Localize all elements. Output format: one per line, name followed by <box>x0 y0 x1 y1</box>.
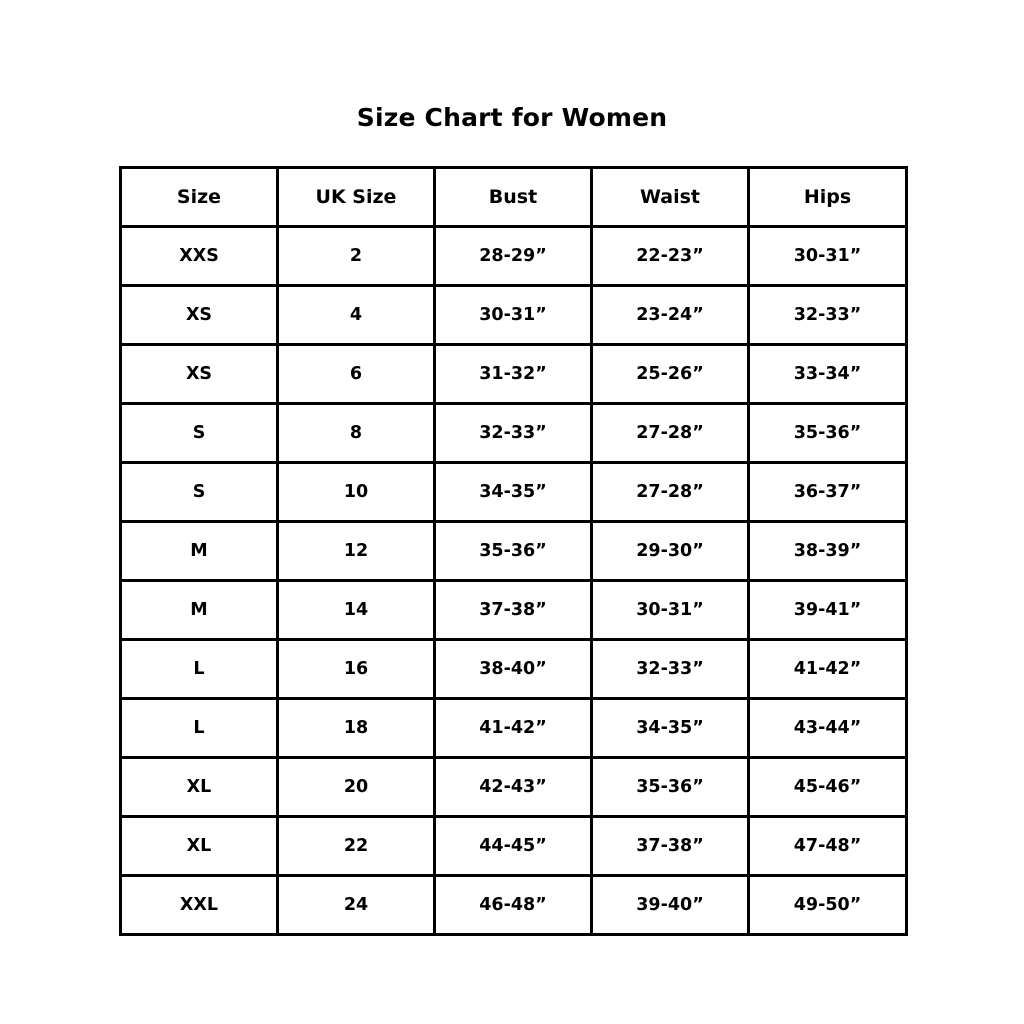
cell-waist: 23-24” <box>592 286 749 345</box>
page-title: Size Chart for Women <box>356 103 668 132</box>
cell-uk-size: 20 <box>278 758 435 817</box>
cell-bust: 42-43” <box>435 758 592 817</box>
cell-size: XXS <box>121 227 278 286</box>
cell-size: L <box>121 699 278 758</box>
cell-uk-size: 12 <box>278 522 435 581</box>
cell-waist: 32-33” <box>592 640 749 699</box>
cell-uk-size: 10 <box>278 463 435 522</box>
cell-bust: 37-38” <box>435 581 592 640</box>
table-row <box>121 876 907 935</box>
cell-uk-size: 6 <box>278 345 435 404</box>
cell-hips: 49-50” <box>749 876 907 935</box>
cell-bust: 31-32” <box>435 345 592 404</box>
column-header-uk-size: UK Size <box>278 168 435 227</box>
cell-waist: 29-30” <box>592 522 749 581</box>
table-row <box>121 699 907 758</box>
cell-size: XS <box>121 345 278 404</box>
table-row <box>121 227 907 286</box>
cell-size: S <box>121 404 278 463</box>
cell-waist: 39-40” <box>592 876 749 935</box>
cell-bust: 30-31” <box>435 286 592 345</box>
cell-waist: 27-28” <box>592 463 749 522</box>
column-header-waist: Waist <box>592 168 749 227</box>
column-header-size: Size <box>121 168 278 227</box>
cell-uk-size: 22 <box>278 817 435 876</box>
cell-size: XL <box>121 817 278 876</box>
table-row <box>121 345 907 404</box>
cell-waist: 30-31” <box>592 581 749 640</box>
cell-hips: 36-37” <box>749 463 907 522</box>
cell-bust: 38-40” <box>435 640 592 699</box>
cell-hips: 33-34” <box>749 345 907 404</box>
cell-size: S <box>121 463 278 522</box>
cell-waist: 35-36” <box>592 758 749 817</box>
cell-hips: 41-42” <box>749 640 907 699</box>
cell-hips: 30-31” <box>749 227 907 286</box>
cell-bust: 34-35” <box>435 463 592 522</box>
cell-uk-size: 16 <box>278 640 435 699</box>
cell-waist: 25-26” <box>592 345 749 404</box>
cell-uk-size: 8 <box>278 404 435 463</box>
column-header-bust: Bust <box>435 168 592 227</box>
cell-uk-size: 2 <box>278 227 435 286</box>
cell-bust: 32-33” <box>435 404 592 463</box>
cell-size: L <box>121 640 278 699</box>
cell-bust: 46-48” <box>435 876 592 935</box>
cell-hips: 43-44” <box>749 699 907 758</box>
cell-bust: 41-42” <box>435 699 592 758</box>
size-chart-table-container <box>119 166 905 936</box>
cell-hips: 38-39” <box>749 522 907 581</box>
table-row <box>121 522 907 581</box>
cell-bust: 44-45” <box>435 817 592 876</box>
cell-hips: 45-46” <box>749 758 907 817</box>
table-header <box>121 168 907 227</box>
cell-uk-size: 24 <box>278 876 435 935</box>
cell-size: M <box>121 581 278 640</box>
cell-size: XL <box>121 758 278 817</box>
table-row <box>121 286 907 345</box>
cell-waist: 34-35” <box>592 699 749 758</box>
cell-bust: 35-36” <box>435 522 592 581</box>
table-row <box>121 463 907 522</box>
table-header-row <box>121 168 907 227</box>
cell-hips: 39-41” <box>749 581 907 640</box>
table-row <box>121 581 907 640</box>
cell-uk-size: 14 <box>278 581 435 640</box>
cell-hips: 35-36” <box>749 404 907 463</box>
size-chart-table <box>119 166 908 936</box>
table-row <box>121 758 907 817</box>
column-header-hips: Hips <box>749 168 907 227</box>
table-row <box>121 404 907 463</box>
cell-uk-size: 4 <box>278 286 435 345</box>
table-row <box>121 640 907 699</box>
cell-hips: 47-48” <box>749 817 907 876</box>
table-row <box>121 817 907 876</box>
table-body <box>121 227 907 935</box>
cell-uk-size: 18 <box>278 699 435 758</box>
cell-waist: 22-23” <box>592 227 749 286</box>
cell-size: XXL <box>121 876 278 935</box>
cell-waist: 37-38” <box>592 817 749 876</box>
cell-bust: 28-29” <box>435 227 592 286</box>
cell-hips: 32-33” <box>749 286 907 345</box>
cell-waist: 27-28” <box>592 404 749 463</box>
cell-size: M <box>121 522 278 581</box>
cell-size: XS <box>121 286 278 345</box>
